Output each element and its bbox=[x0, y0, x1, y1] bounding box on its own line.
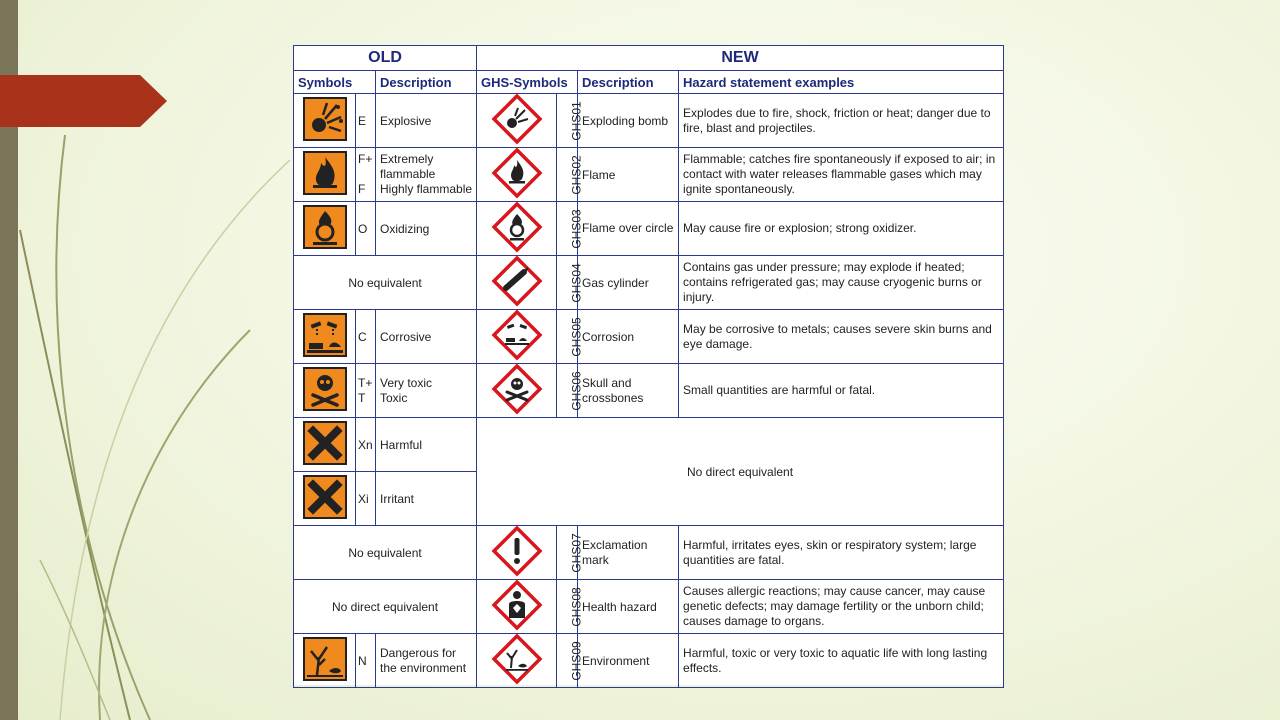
old-code: N bbox=[356, 634, 376, 688]
skull-and-crossbones-icon bbox=[477, 364, 557, 418]
ghs-code-label: GHS01 bbox=[569, 100, 584, 141]
toxic-old-icon bbox=[294, 364, 356, 418]
old-code-2: F bbox=[358, 182, 366, 196]
new-description: Corrosion bbox=[578, 310, 679, 364]
hazard-statement: Causes allergic reactions; may cause cancer, may cause genetic defects; may damage fertility or the unborn child; causes damage to organs. bbox=[679, 580, 1004, 634]
new-description: Environment bbox=[578, 634, 679, 688]
col-new-description: Description bbox=[578, 71, 679, 94]
old-description: Irritant bbox=[376, 472, 477, 526]
old-description bbox=[376, 364, 477, 418]
old-header: OLD bbox=[294, 46, 477, 71]
flame-icon bbox=[477, 148, 557, 202]
exclamation-mark-icon bbox=[477, 526, 557, 580]
harmful-old-icon bbox=[294, 418, 356, 472]
no-direct-equivalent: No direct equivalent bbox=[294, 580, 477, 634]
old-description: Corrosive bbox=[376, 310, 477, 364]
ghs-code bbox=[557, 526, 584, 580]
explosive-old-icon bbox=[294, 94, 356, 148]
ghs-code bbox=[557, 310, 584, 364]
decorative-swoosh bbox=[0, 0, 300, 720]
ghs-code-label: GHS09 bbox=[569, 640, 584, 681]
table-row bbox=[294, 364, 1004, 418]
ghs-code-label: GHS04 bbox=[569, 262, 584, 303]
table-row bbox=[294, 202, 1004, 256]
old-code: O bbox=[356, 202, 376, 256]
table-row bbox=[294, 580, 1004, 634]
ghs-code-label: GHS05 bbox=[569, 316, 584, 357]
col-old-description: Description bbox=[376, 71, 477, 94]
flame-over-circle-icon bbox=[477, 202, 557, 256]
ghs-code-label: GHS03 bbox=[569, 208, 584, 249]
ghs-code bbox=[557, 148, 584, 202]
no-equivalent: No equivalent bbox=[294, 526, 477, 580]
old-description bbox=[376, 148, 477, 202]
new-description: Health hazard bbox=[578, 580, 679, 634]
gas-cylinder-icon bbox=[477, 256, 557, 310]
hazard-statement: Explodes due to fire, shock, friction or heat; danger due to fire, blast and projectiles. bbox=[679, 94, 1004, 148]
old-description: Oxidizing bbox=[376, 202, 477, 256]
table-row bbox=[294, 310, 1004, 364]
old-code: C bbox=[356, 310, 376, 364]
new-description: Flame over circle bbox=[578, 202, 679, 256]
new-description: Gas cylinder bbox=[578, 256, 679, 310]
hazard-statement: Flammable; catches fire spontaneously if exposed to air; in contact with water releases flammable gases which may ignite spontaneously. bbox=[679, 148, 1004, 202]
ghs-code-label: GHS07 bbox=[569, 532, 584, 573]
exploding-bomb-icon bbox=[477, 94, 557, 148]
no-direct-equivalent-merged: No direct equivalent bbox=[477, 418, 1004, 526]
new-description: Skull and crossbones bbox=[578, 364, 679, 418]
ghs-code bbox=[557, 364, 584, 418]
old-code: Xi bbox=[356, 472, 376, 526]
old-description-1: Very toxic bbox=[380, 375, 433, 390]
ghs-code-label: GHS08 bbox=[569, 586, 584, 627]
old-code: E bbox=[356, 94, 376, 148]
ghs-code bbox=[557, 94, 584, 148]
old-description-2: Highly flammable bbox=[380, 182, 473, 196]
ghs-code bbox=[557, 580, 584, 634]
table-row bbox=[294, 148, 1004, 202]
hazard-statement: May cause fire or explosion; strong oxidizer. bbox=[679, 202, 1004, 256]
col-ghs-symbols: GHS-Symbols bbox=[477, 71, 578, 94]
flammable-old-icon bbox=[294, 148, 356, 202]
table-row bbox=[294, 634, 1004, 688]
old-description-2: Toxic bbox=[380, 390, 408, 405]
table-row bbox=[294, 418, 1004, 472]
ghs-code bbox=[557, 202, 584, 256]
oxidizing-old-icon bbox=[294, 202, 356, 256]
table-row bbox=[294, 94, 1004, 148]
new-description: Flame bbox=[578, 148, 679, 202]
hazard-statement: Harmful, irritates eyes, skin or respiratory system; large quantities are fatal. bbox=[679, 526, 1004, 580]
no-equivalent: No equivalent bbox=[294, 256, 477, 310]
old-code bbox=[356, 148, 376, 202]
new-header: NEW bbox=[477, 46, 1004, 71]
old-code-1: T+ bbox=[358, 375, 373, 390]
old-description: Dangerous for the environment bbox=[376, 634, 477, 688]
health-hazard-icon bbox=[477, 580, 557, 634]
ghs-code-label: GHS02 bbox=[569, 154, 584, 195]
ghs-code bbox=[557, 634, 584, 688]
irritant-old-icon bbox=[294, 472, 356, 526]
new-description: Exclamation mark bbox=[578, 526, 679, 580]
old-code bbox=[356, 364, 376, 418]
old-code-1: F+ bbox=[358, 152, 373, 166]
corrosion-icon bbox=[477, 310, 557, 364]
environment-old-icon bbox=[294, 634, 356, 688]
col-hazard-statements: Hazard statement examples bbox=[679, 71, 1004, 94]
new-description: Exploding bomb bbox=[578, 94, 679, 148]
hazard-statement: Contains gas under pressure; may explode if heated; contains refrigerated gas; may cause cryogenic burns or injury. bbox=[679, 256, 1004, 310]
col-symbols: Symbols bbox=[294, 71, 376, 94]
hazard-statement: Small quantities are harmful or fatal. bbox=[679, 364, 1004, 418]
corrosive-old-icon bbox=[294, 310, 356, 364]
old-code-2: T bbox=[358, 390, 366, 405]
ghs-code bbox=[557, 256, 584, 310]
ghs-comparison-table bbox=[293, 45, 1003, 685]
environment-icon bbox=[477, 634, 557, 688]
table-row bbox=[294, 256, 1004, 310]
old-description: Harmful bbox=[376, 418, 477, 472]
old-description: Explosive bbox=[376, 94, 477, 148]
table-row bbox=[294, 526, 1004, 580]
old-code: Xn bbox=[356, 418, 376, 472]
old-description-1: Extremely flammable bbox=[380, 152, 436, 181]
hazard-statement: May be corrosive to metals; causes severe skin burns and eye damage. bbox=[679, 310, 1004, 364]
hazard-statement: Harmful, toxic or very toxic to aquatic life with long lasting effects. bbox=[679, 634, 1004, 688]
ghs-code-label: GHS06 bbox=[569, 370, 584, 411]
